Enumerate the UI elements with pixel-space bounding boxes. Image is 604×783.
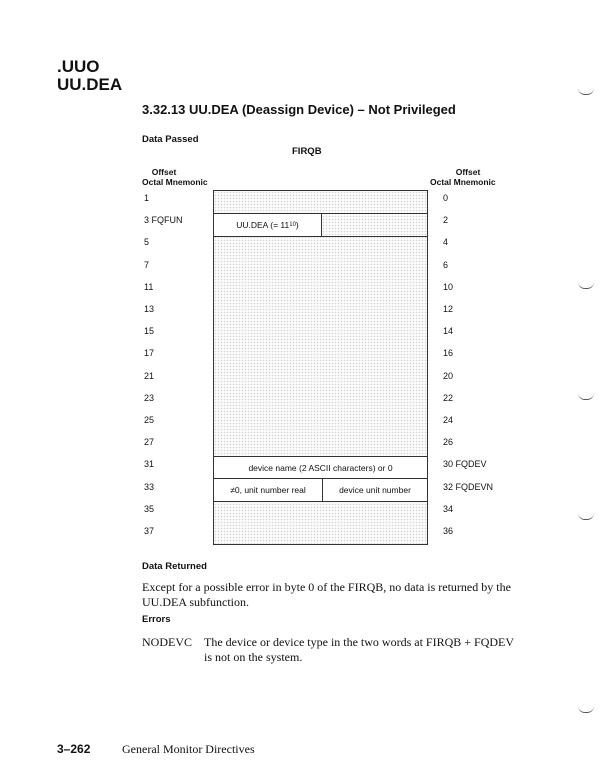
error-code: NODEVC: [142, 635, 192, 649]
right-offset-label: 12: [443, 304, 454, 314]
unit-real-cell-text: ≠0, unit number real: [230, 485, 306, 495]
right-offset-label: 6: [443, 259, 449, 270]
right-offset-label: 26: [443, 437, 454, 448]
unit-real-cell: [214, 479, 323, 501]
left-offset-label: 25: [144, 415, 155, 425]
left-offset-label: 3 FQFUN: [144, 215, 183, 226]
right-offset-label: 4: [443, 237, 449, 248]
fqfun-cell-close: ): [295, 220, 299, 230]
left-offset-label: 23: [144, 392, 155, 403]
margin-mark: [578, 393, 594, 400]
data-returned-heading: Data Returned: [142, 561, 207, 572]
left-offset-label: 37: [144, 526, 155, 536]
fqdev-cell: [214, 457, 427, 478]
right-mnemonic-heading: Octal Mnemonic: [430, 177, 496, 187]
margin-mark: [578, 706, 594, 713]
fqdev-cell-text: device name (2 ASCII characters) or 0: [248, 462, 393, 473]
left-mnemonic-heading: Octal Mnemonic: [142, 177, 208, 187]
left-offset-label: 33: [144, 481, 155, 492]
unit-number-cell: [323, 479, 427, 501]
left-offset-label: 17: [144, 348, 155, 359]
left-offset-label: 5: [144, 237, 150, 248]
diagram-title: FIRQB: [292, 146, 322, 157]
fqfun-cell: [214, 214, 322, 236]
right-offset-label: 2: [443, 215, 449, 226]
error-description: The device or device type in the two words at FIRQB + FQDEV is not on the system.: [204, 635, 514, 664]
header-title-line2: UU.DEA: [57, 75, 123, 94]
firqb-structure: [213, 190, 428, 545]
left-offset-label: 11: [144, 281, 154, 292]
footer-page-number: 3–262: [57, 742, 91, 756]
right-offset-label: 14: [443, 326, 454, 337]
left-offset-label: 27: [144, 437, 155, 448]
margin-mark: [578, 513, 594, 520]
header-title-line1: .UUO: [57, 57, 100, 76]
row-divider: [214, 236, 427, 237]
left-offset-label: 35: [144, 503, 155, 514]
right-offset-label: 0: [443, 193, 449, 203]
right-offset-label: 16: [443, 348, 454, 359]
right-offset-label: 36: [443, 526, 454, 536]
left-offset-label: 7: [144, 259, 150, 270]
right-offset-label: 22: [443, 392, 454, 403]
left-offset-label: 21: [144, 370, 155, 381]
right-offset-label: 30 FQDEV: [443, 459, 487, 470]
fqfun-cell-text: UU.DEA (= 11: [236, 220, 290, 230]
right-offset-label: 24: [443, 415, 454, 425]
data-returned-text: Except for a possible error in byte 0 of the FIRQB, no data is returned by the UU.DEA subfunction.: [142, 580, 511, 609]
margin-mark: [578, 282, 594, 289]
unit-number-cell-text: device unit number: [339, 485, 411, 495]
right-offset-heading: Offset: [455, 167, 481, 177]
fqfun-cell-radix: 10: [289, 222, 296, 228]
right-offset-label: 34: [443, 503, 454, 514]
left-offset-label: 31: [144, 459, 155, 470]
data-passed-heading: Data Passed: [142, 134, 199, 145]
margin-mark: [578, 88, 594, 95]
section-title: 3.32.13 UU.DEA (Deassign Device) – Not Privileged: [142, 102, 456, 117]
right-offset-label: 20: [443, 370, 454, 381]
left-offset-heading: Offset: [151, 167, 177, 177]
left-offset-label: 1: [144, 193, 150, 203]
left-offset-label: 13: [144, 304, 155, 314]
right-offset-label: 32 FQDEVN: [443, 481, 494, 492]
row-divider: [214, 501, 427, 502]
right-offset-label: 10: [443, 281, 454, 292]
errors-heading: Errors: [142, 614, 171, 625]
footer-title: General Monitor Directives: [122, 742, 255, 756]
left-offset-label: 15: [144, 326, 155, 337]
